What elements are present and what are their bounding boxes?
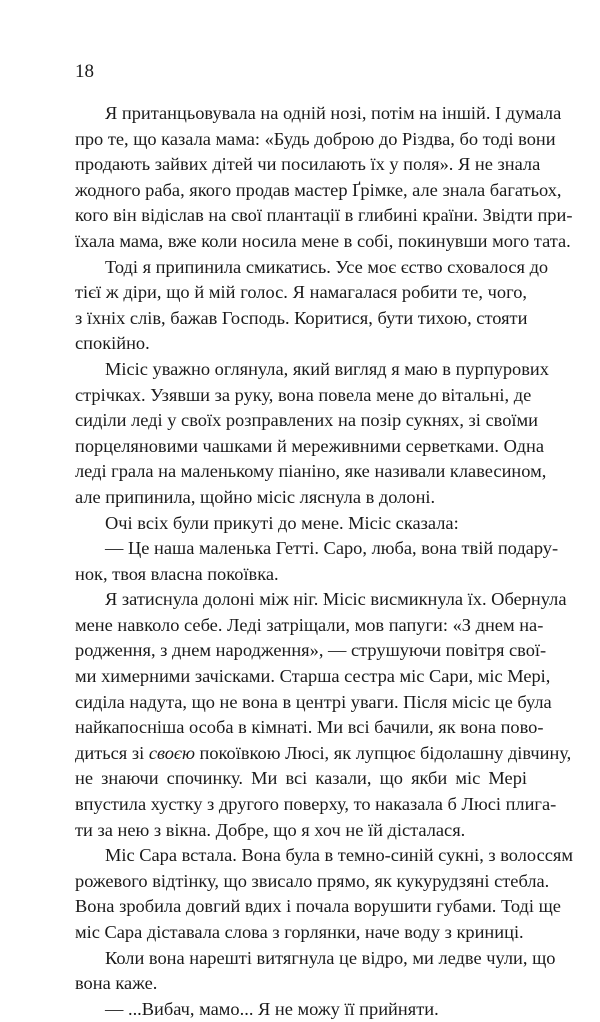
- text-line: продають зайвих дітей чи посилають їх у поля». Я не знала: [75, 154, 541, 175]
- text-line: Місіс уважно оглянула, який вигляд я маю в пурпурових: [105, 358, 549, 379]
- text-line: Я пританцьовувала на одній нозі, потім на іншій. І думала: [105, 103, 562, 123]
- text-line: кого він відіслав на свої плантації в глибині країни. Звідти при-: [75, 205, 573, 226]
- text-line: ти за нею з вікна. Добре, що я хоч не їй дісталася.: [75, 819, 466, 840]
- text-line: леді грала на маленькому піаніно, яке називали клавесином,: [75, 461, 547, 482]
- text-line: порцеляновими чашками й мереживними серветками. Одна: [75, 435, 544, 456]
- text-line: нок, твоя власна покоївка.: [75, 563, 279, 584]
- text-line: [75, 741, 572, 767]
- text-line: Очі всіх були прикуті до мене. Місіс сказала:: [105, 512, 459, 533]
- text-line: стрічках. Узявши за руку, вона повела мене до вітальні, де: [75, 384, 532, 405]
- body-text: [75, 101, 574, 1022]
- text-line: міс Сара діставала слова з горлянки, наче воду з криниці.: [75, 922, 524, 942]
- text-line: Коли вона нарешті витягнула це відро, ми ледве чули, що: [105, 947, 556, 968]
- text-line: Вона зробила довгий вдих і почала ворушити губами. Тоді ще: [75, 896, 561, 917]
- text-line: але припинила, щойно місіс ляснула в долоні.: [75, 486, 436, 507]
- text-line: спокійно.: [75, 333, 150, 354]
- text-line: родження, з днем народження», — струшуючи повітря свої-: [75, 640, 547, 661]
- text-line: мене навколо себе. Леді затріщали, мов папуги: «З днем на-: [75, 614, 544, 635]
- text-line: про те, що казала мама: «Будь доброю до Різдва, бо тоді вони: [75, 128, 556, 149]
- text-segment: диться зі: [75, 742, 149, 763]
- text-line: тієї ж діри, що й мій голос. Я намагалася робити те, чого,: [75, 282, 527, 303]
- text-line: їхала мама, вже коли носила мене в собі, покинувши мого тата.: [75, 230, 571, 251]
- text-line: Я затиснула долоні між ніг. Місіс висмикнула їх. Обернула: [105, 589, 567, 610]
- text-line: ми химерними зачісками. Старша сестра міс Сари, міс Мері,: [75, 666, 551, 687]
- emphasized-word: своєю: [148, 742, 195, 763]
- text-line: з їхніх слів, бажав Господь. Коритися, бути тихою, стояти: [75, 307, 528, 328]
- text-line: — ...Вибач, мамо... Я не можу її прийняти.: [105, 998, 439, 1019]
- text-line: впустила хустку з другого поверху, то наказала б Люсі плига-: [75, 794, 557, 815]
- text-line: Міс Сара встала. Вона була в темно-синій сукні, з волоссям: [105, 845, 574, 866]
- text-line: найкапосніша особа в кімнаті. Ми всі бачили, як вона пово-: [75, 717, 544, 738]
- text-line: Тоді я припинила смикатись. Усе моє єство сховалося до: [105, 256, 549, 277]
- text-line: не знаючи спочинку. Ми всі казали, що якби міс Мері: [75, 768, 527, 789]
- text-line: — Це наша маленька Гетті. Саро, люба, вона твій подару-: [105, 538, 559, 559]
- text-segment: покоївкою Люсі, як лупцює бідолашну дівчину,: [194, 742, 572, 763]
- page-number: 18: [75, 61, 94, 82]
- text-line: сиділа надута, що не вона в центрі уваги. Після місіс це була: [75, 691, 552, 712]
- text-line: сиділи леді у своїх розправлених на позір сукнях, зі своїми: [75, 410, 538, 431]
- text-line: вона каже.: [75, 973, 158, 994]
- text-line: жодного раба, якого продав мастер Ґрімке, але знала багатьох,: [75, 179, 562, 200]
- text-line: рожевого відтінку, що звисало прямо, як кукурудзяні стебла.: [75, 870, 550, 891]
